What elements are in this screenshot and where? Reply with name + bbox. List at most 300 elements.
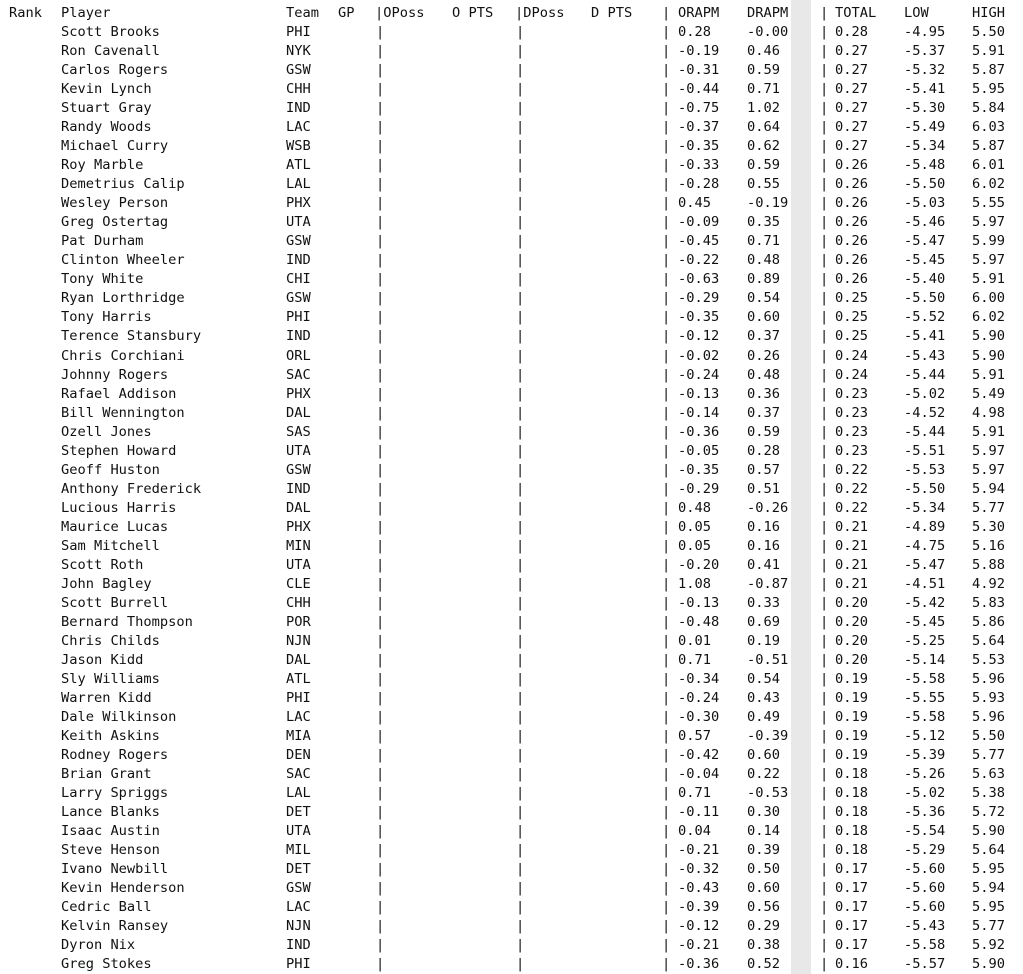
- column-separator: |: [820, 138, 829, 155]
- total-cell: 0.18: [835, 823, 868, 840]
- player-cell: Larry Spriggs: [61, 785, 169, 802]
- column-separator: |: [662, 956, 671, 973]
- low-cell: -5.32: [904, 62, 946, 79]
- total-cell: 0.22: [835, 499, 868, 516]
- drapm-cell: 0.54: [747, 671, 780, 688]
- column-separator: |: [820, 651, 829, 668]
- low-cell: -5.42: [904, 594, 946, 611]
- team-cell: UTA: [286, 214, 311, 231]
- column-separator: |: [662, 556, 671, 573]
- high-cell: 5.87: [972, 138, 1005, 155]
- drapm-cell: 0.64: [747, 119, 780, 136]
- column-separator: |: [662, 518, 671, 535]
- column-separator: |: [662, 24, 671, 40]
- column-separator: |: [376, 119, 385, 136]
- column-separator: |: [820, 309, 829, 326]
- column-separator: |: [376, 138, 385, 155]
- column-separator: |: [820, 823, 829, 840]
- drapm-cell: -0.51: [747, 651, 789, 668]
- column-separator: |: [820, 499, 829, 516]
- column-separator: |: [662, 290, 671, 307]
- column-separator: |: [662, 214, 671, 231]
- high-cell: 5.90: [972, 956, 1005, 973]
- team-cell: DAL: [286, 404, 311, 421]
- low-cell: -5.34: [904, 138, 946, 155]
- player-cell: Isaac Austin: [61, 823, 160, 840]
- team-cell: CLE: [286, 575, 311, 592]
- low-cell: -5.34: [904, 499, 946, 516]
- column-separator: |: [376, 81, 385, 98]
- column-separator: |: [820, 613, 829, 630]
- column-separator: |: [516, 575, 525, 592]
- column-separator: |: [662, 651, 671, 668]
- total-cell: 0.19: [835, 728, 868, 745]
- player-cell: Dyron Nix: [61, 937, 136, 954]
- high-cell: 5.64: [972, 632, 1005, 649]
- column-separator: |: [662, 880, 671, 897]
- column-separator: |: [662, 347, 671, 364]
- column-separator: |: [662, 461, 671, 478]
- header-separator: |: [820, 5, 829, 21]
- column-separator: |: [662, 43, 671, 60]
- team-cell: PHI: [286, 24, 311, 40]
- orapm-cell: -0.34: [678, 671, 720, 688]
- low-cell: -5.47: [904, 233, 946, 250]
- team-cell: UTA: [286, 823, 311, 840]
- drapm-cell: 0.37: [747, 328, 780, 345]
- column-separator: |: [376, 43, 385, 60]
- player-cell: Lucious Harris: [61, 499, 177, 516]
- player-cell: Tony Harris: [61, 309, 152, 326]
- orapm-cell: 0.71: [678, 651, 711, 668]
- drapm-cell: 0.46: [747, 43, 780, 60]
- orapm-cell: -0.21: [678, 842, 720, 859]
- column-separator: |: [662, 632, 671, 649]
- orapm-cell: -0.28: [678, 176, 720, 193]
- drapm-cell: 0.69: [747, 613, 780, 630]
- low-cell: -5.50: [904, 480, 946, 497]
- orapm-cell: -0.09: [678, 214, 720, 231]
- low-cell: -5.14: [904, 651, 946, 668]
- low-cell: -5.47: [904, 556, 946, 573]
- header-high: HIGH: [972, 5, 1005, 21]
- player-cell: Wesley Person: [61, 195, 169, 212]
- drapm-cell: 0.28: [747, 442, 780, 459]
- column-separator: |: [516, 880, 525, 897]
- column-separator: |: [516, 594, 525, 611]
- column-separator: |: [820, 62, 829, 79]
- orapm-cell: -0.42: [678, 747, 720, 764]
- column-separator: |: [376, 690, 385, 707]
- column-separator: |: [516, 43, 525, 60]
- column-separator: |: [820, 119, 829, 136]
- column-separator: |: [820, 956, 829, 973]
- player-cell: Michael Curry: [61, 138, 169, 155]
- player-cell: Keith Askins: [61, 728, 160, 745]
- total-cell: 0.24: [835, 347, 868, 364]
- column-separator: |: [516, 404, 525, 421]
- team-cell: LAC: [286, 119, 311, 136]
- orapm-cell: -0.32: [678, 861, 720, 878]
- drapm-cell: 0.16: [747, 537, 780, 554]
- high-cell: 5.91: [972, 43, 1005, 60]
- team-cell: SAC: [286, 766, 311, 783]
- column-separator: |: [662, 100, 671, 117]
- drapm-cell: 0.36: [747, 385, 780, 402]
- column-separator: |: [662, 233, 671, 250]
- total-cell: 0.17: [835, 918, 868, 935]
- drapm-cell: 0.43: [747, 690, 780, 707]
- column-separator: |: [516, 632, 525, 649]
- low-cell: -5.50: [904, 290, 946, 307]
- orapm-cell: -0.44: [678, 81, 720, 98]
- column-separator: |: [820, 233, 829, 250]
- high-cell: 5.97: [972, 214, 1005, 231]
- column-separator: |: [516, 157, 525, 174]
- team-cell: SAC: [286, 366, 311, 383]
- total-cell: 0.19: [835, 690, 868, 707]
- total-cell: 0.18: [835, 842, 868, 859]
- team-cell: NYK: [286, 43, 311, 60]
- high-cell: 5.97: [972, 442, 1005, 459]
- orapm-cell: -0.63: [678, 271, 720, 288]
- total-cell: 0.17: [835, 937, 868, 954]
- total-cell: 0.22: [835, 480, 868, 497]
- high-cell: 5.63: [972, 766, 1005, 783]
- column-separator: |: [820, 404, 829, 421]
- orapm-cell: -0.14: [678, 404, 720, 421]
- header-dpts: D PTS: [591, 5, 633, 21]
- player-cell: Chris Childs: [61, 632, 160, 649]
- high-cell: 5.72: [972, 804, 1005, 821]
- column-separator: |: [516, 366, 525, 383]
- column-separator: |: [376, 842, 385, 859]
- drapm-cell: 0.52: [747, 956, 780, 973]
- column-separator: |: [516, 918, 525, 935]
- column-separator: |: [662, 804, 671, 821]
- drapm-cell: 0.37: [747, 404, 780, 421]
- player-cell: Anthony Frederick: [61, 480, 202, 497]
- total-cell: 0.23: [835, 385, 868, 402]
- column-separator: |: [376, 556, 385, 573]
- high-cell: 5.77: [972, 499, 1005, 516]
- column-separator: |: [820, 575, 829, 592]
- column-separator: |: [662, 385, 671, 402]
- column-separator: |: [820, 690, 829, 707]
- low-cell: -5.12: [904, 728, 946, 745]
- column-separator: |: [820, 290, 829, 307]
- column-separator: |: [516, 252, 525, 269]
- drapm-cell: 0.16: [747, 518, 780, 535]
- column-separator: |: [662, 785, 671, 802]
- column-separator: |: [820, 100, 829, 117]
- low-cell: -5.37: [904, 43, 946, 60]
- column-separator: |: [662, 842, 671, 859]
- high-cell: 5.93: [972, 690, 1005, 707]
- column-separator: |: [516, 100, 525, 117]
- column-separator: |: [516, 899, 525, 916]
- team-cell: LAC: [286, 709, 311, 726]
- column-separator: |: [662, 366, 671, 383]
- column-separator: |: [516, 176, 525, 193]
- column-separator: |: [662, 690, 671, 707]
- column-separator: |: [376, 804, 385, 821]
- high-cell: 5.94: [972, 480, 1005, 497]
- high-cell: 5.83: [972, 594, 1005, 611]
- total-cell: 0.26: [835, 214, 868, 231]
- total-cell: 0.17: [835, 899, 868, 916]
- low-cell: -4.52: [904, 404, 946, 421]
- orapm-cell: -0.05: [678, 442, 720, 459]
- column-separator: |: [820, 442, 829, 459]
- column-separator: |: [516, 62, 525, 79]
- player-cell: Terence Stansbury: [61, 328, 202, 345]
- drapm-cell: -0.87: [747, 575, 789, 592]
- column-separator: |: [820, 747, 829, 764]
- player-cell: Ryan Lorthridge: [61, 290, 185, 307]
- total-cell: 0.18: [835, 804, 868, 821]
- team-cell: SAS: [286, 423, 311, 440]
- column-separator: |: [376, 214, 385, 231]
- column-separator: |: [820, 385, 829, 402]
- column-separator: |: [376, 252, 385, 269]
- column-separator: |: [516, 671, 525, 688]
- column-separator: |: [820, 271, 829, 288]
- drapm-cell: 0.55: [747, 176, 780, 193]
- low-cell: -5.58: [904, 671, 946, 688]
- total-cell: 0.21: [835, 537, 868, 554]
- total-cell: 0.27: [835, 100, 868, 117]
- column-separator: |: [376, 671, 385, 688]
- team-cell: ORL: [286, 347, 311, 364]
- total-cell: 0.27: [835, 138, 868, 155]
- orapm-cell: -0.20: [678, 556, 720, 573]
- low-cell: -5.55: [904, 690, 946, 707]
- drapm-cell: 0.41: [747, 556, 780, 573]
- total-cell: 0.23: [835, 423, 868, 440]
- orapm-cell: -0.48: [678, 613, 720, 630]
- column-separator: |: [662, 747, 671, 764]
- total-cell: 0.20: [835, 613, 868, 630]
- total-cell: 0.20: [835, 632, 868, 649]
- low-cell: -5.46: [904, 214, 946, 231]
- team-cell: GSW: [286, 62, 311, 79]
- orapm-cell: -0.39: [678, 899, 720, 916]
- low-cell: -5.53: [904, 461, 946, 478]
- low-cell: -5.41: [904, 328, 946, 345]
- player-cell: Dale Wilkinson: [61, 709, 177, 726]
- low-cell: -5.57: [904, 956, 946, 973]
- drapm-cell: 0.38: [747, 937, 780, 954]
- column-separator: |: [662, 157, 671, 174]
- team-cell: IND: [286, 100, 311, 117]
- column-separator: |: [376, 575, 385, 592]
- team-cell: GSW: [286, 880, 311, 897]
- high-cell: 6.00: [972, 290, 1005, 307]
- player-cell: Ozell Jones: [61, 423, 152, 440]
- total-cell: 0.21: [835, 575, 868, 592]
- column-separator: |: [820, 480, 829, 497]
- player-cell: Bernard Thompson: [61, 613, 193, 630]
- column-separator: |: [820, 423, 829, 440]
- total-cell: 0.26: [835, 271, 868, 288]
- low-cell: -4.51: [904, 575, 946, 592]
- high-cell: 5.91: [972, 366, 1005, 383]
- high-cell: 6.02: [972, 176, 1005, 193]
- orapm-cell: -0.13: [678, 385, 720, 402]
- column-separator: |: [376, 613, 385, 630]
- high-cell: 5.88: [972, 556, 1005, 573]
- team-cell: GSW: [286, 290, 311, 307]
- column-separator: |: [820, 861, 829, 878]
- column-separator: |: [662, 62, 671, 79]
- team-cell: PHX: [286, 195, 311, 212]
- column-separator: |: [376, 309, 385, 326]
- orapm-cell: -0.11: [678, 804, 720, 821]
- column-separator: |: [516, 309, 525, 326]
- header-gp: GP: [338, 5, 355, 21]
- column-separator: |: [820, 43, 829, 60]
- total-cell: 0.26: [835, 195, 868, 212]
- orapm-cell: -0.33: [678, 157, 720, 174]
- column-separator: |: [662, 899, 671, 916]
- player-cell: Tony White: [61, 271, 144, 288]
- low-cell: -5.02: [904, 785, 946, 802]
- team-cell: IND: [286, 480, 311, 497]
- total-cell: 0.17: [835, 861, 868, 878]
- column-separator: |: [662, 328, 671, 345]
- high-cell: 5.30: [972, 518, 1005, 535]
- orapm-cell: -0.43: [678, 880, 720, 897]
- drapm-cell: 0.60: [747, 747, 780, 764]
- team-cell: PHX: [286, 518, 311, 535]
- orapm-cell: 0.05: [678, 537, 711, 554]
- team-cell: DET: [286, 804, 311, 821]
- column-separator: |: [820, 195, 829, 212]
- column-separator: |: [376, 347, 385, 364]
- total-cell: 0.27: [835, 62, 868, 79]
- drapm-cell: 0.39: [747, 842, 780, 859]
- orapm-cell: -0.12: [678, 918, 720, 935]
- high-cell: 4.92: [972, 575, 1005, 592]
- high-cell: 5.99: [972, 233, 1005, 250]
- team-cell: UTA: [286, 442, 311, 459]
- team-cell: MIA: [286, 728, 311, 745]
- orapm-cell: -0.13: [678, 594, 720, 611]
- column-separator: |: [662, 728, 671, 745]
- column-separator: |: [376, 632, 385, 649]
- column-separator: |: [376, 157, 385, 174]
- drapm-cell: 1.02: [747, 100, 780, 117]
- column-separator: |: [516, 271, 525, 288]
- column-separator: |: [820, 937, 829, 954]
- column-separator: |: [516, 81, 525, 98]
- high-cell: 5.97: [972, 252, 1005, 269]
- column-separator: |: [376, 880, 385, 897]
- header-team: Team: [286, 5, 319, 21]
- team-cell: ATL: [286, 157, 311, 174]
- high-cell: 5.64: [972, 842, 1005, 859]
- orapm-cell: -0.12: [678, 328, 720, 345]
- team-cell: PHI: [286, 956, 311, 973]
- drapm-cell: 0.71: [747, 81, 780, 98]
- high-cell: 5.16: [972, 537, 1005, 554]
- total-cell: 0.19: [835, 671, 868, 688]
- player-cell: Steve Henson: [61, 842, 160, 859]
- column-separator: |: [516, 956, 525, 973]
- high-cell: 5.84: [972, 100, 1005, 117]
- player-cell: Stephen Howard: [61, 442, 177, 459]
- total-cell: 0.24: [835, 366, 868, 383]
- low-cell: -5.03: [904, 195, 946, 212]
- player-cell: Greg Stokes: [61, 956, 152, 973]
- player-cell: Sly Williams: [61, 671, 160, 688]
- column-separator: |: [662, 918, 671, 935]
- total-cell: 0.21: [835, 556, 868, 573]
- orapm-cell: -0.22: [678, 252, 720, 269]
- column-separator: |: [376, 499, 385, 516]
- low-cell: -5.29: [904, 842, 946, 859]
- orapm-cell: -0.29: [678, 480, 720, 497]
- total-cell: 0.23: [835, 404, 868, 421]
- total-cell: 0.25: [835, 328, 868, 345]
- total-cell: 0.23: [835, 442, 868, 459]
- column-separator: |: [516, 613, 525, 630]
- drapm-cell: 0.89: [747, 271, 780, 288]
- team-cell: GSW: [286, 461, 311, 478]
- total-cell: 0.17: [835, 880, 868, 897]
- column-separator: |: [376, 956, 385, 973]
- player-cell: Randy Woods: [61, 119, 152, 136]
- drapm-cell: 0.59: [747, 62, 780, 79]
- player-cell: Greg Ostertag: [61, 214, 169, 231]
- column-separator: |: [662, 575, 671, 592]
- high-cell: 5.95: [972, 899, 1005, 916]
- column-separator: |: [376, 461, 385, 478]
- orapm-cell: 0.01: [678, 632, 711, 649]
- orapm-cell: -0.19: [678, 43, 720, 60]
- low-cell: -5.52: [904, 309, 946, 326]
- high-cell: 5.96: [972, 671, 1005, 688]
- column-separator: |: [376, 24, 385, 40]
- team-cell: PHI: [286, 690, 311, 707]
- high-cell: 5.90: [972, 347, 1005, 364]
- high-cell: 5.91: [972, 423, 1005, 440]
- orapm-cell: 0.71: [678, 785, 711, 802]
- column-separator: |: [662, 404, 671, 421]
- column-separator: |: [662, 594, 671, 611]
- high-cell: 6.01: [972, 157, 1005, 174]
- column-separator: |: [820, 556, 829, 573]
- orapm-cell: 0.57: [678, 728, 711, 745]
- low-cell: -5.51: [904, 442, 946, 459]
- column-shade: [791, 0, 811, 974]
- low-cell: -5.45: [904, 252, 946, 269]
- total-cell: 0.18: [835, 785, 868, 802]
- high-cell: 5.55: [972, 195, 1005, 212]
- column-separator: |: [516, 804, 525, 821]
- column-separator: |: [376, 366, 385, 383]
- orapm-cell: -0.75: [678, 100, 720, 117]
- low-cell: -5.26: [904, 766, 946, 783]
- column-separator: |: [516, 195, 525, 212]
- low-cell: -4.75: [904, 537, 946, 554]
- high-cell: 5.94: [972, 880, 1005, 897]
- team-cell: LAL: [286, 176, 311, 193]
- column-separator: |: [662, 195, 671, 212]
- high-cell: 5.97: [972, 461, 1005, 478]
- drapm-cell: 0.62: [747, 138, 780, 155]
